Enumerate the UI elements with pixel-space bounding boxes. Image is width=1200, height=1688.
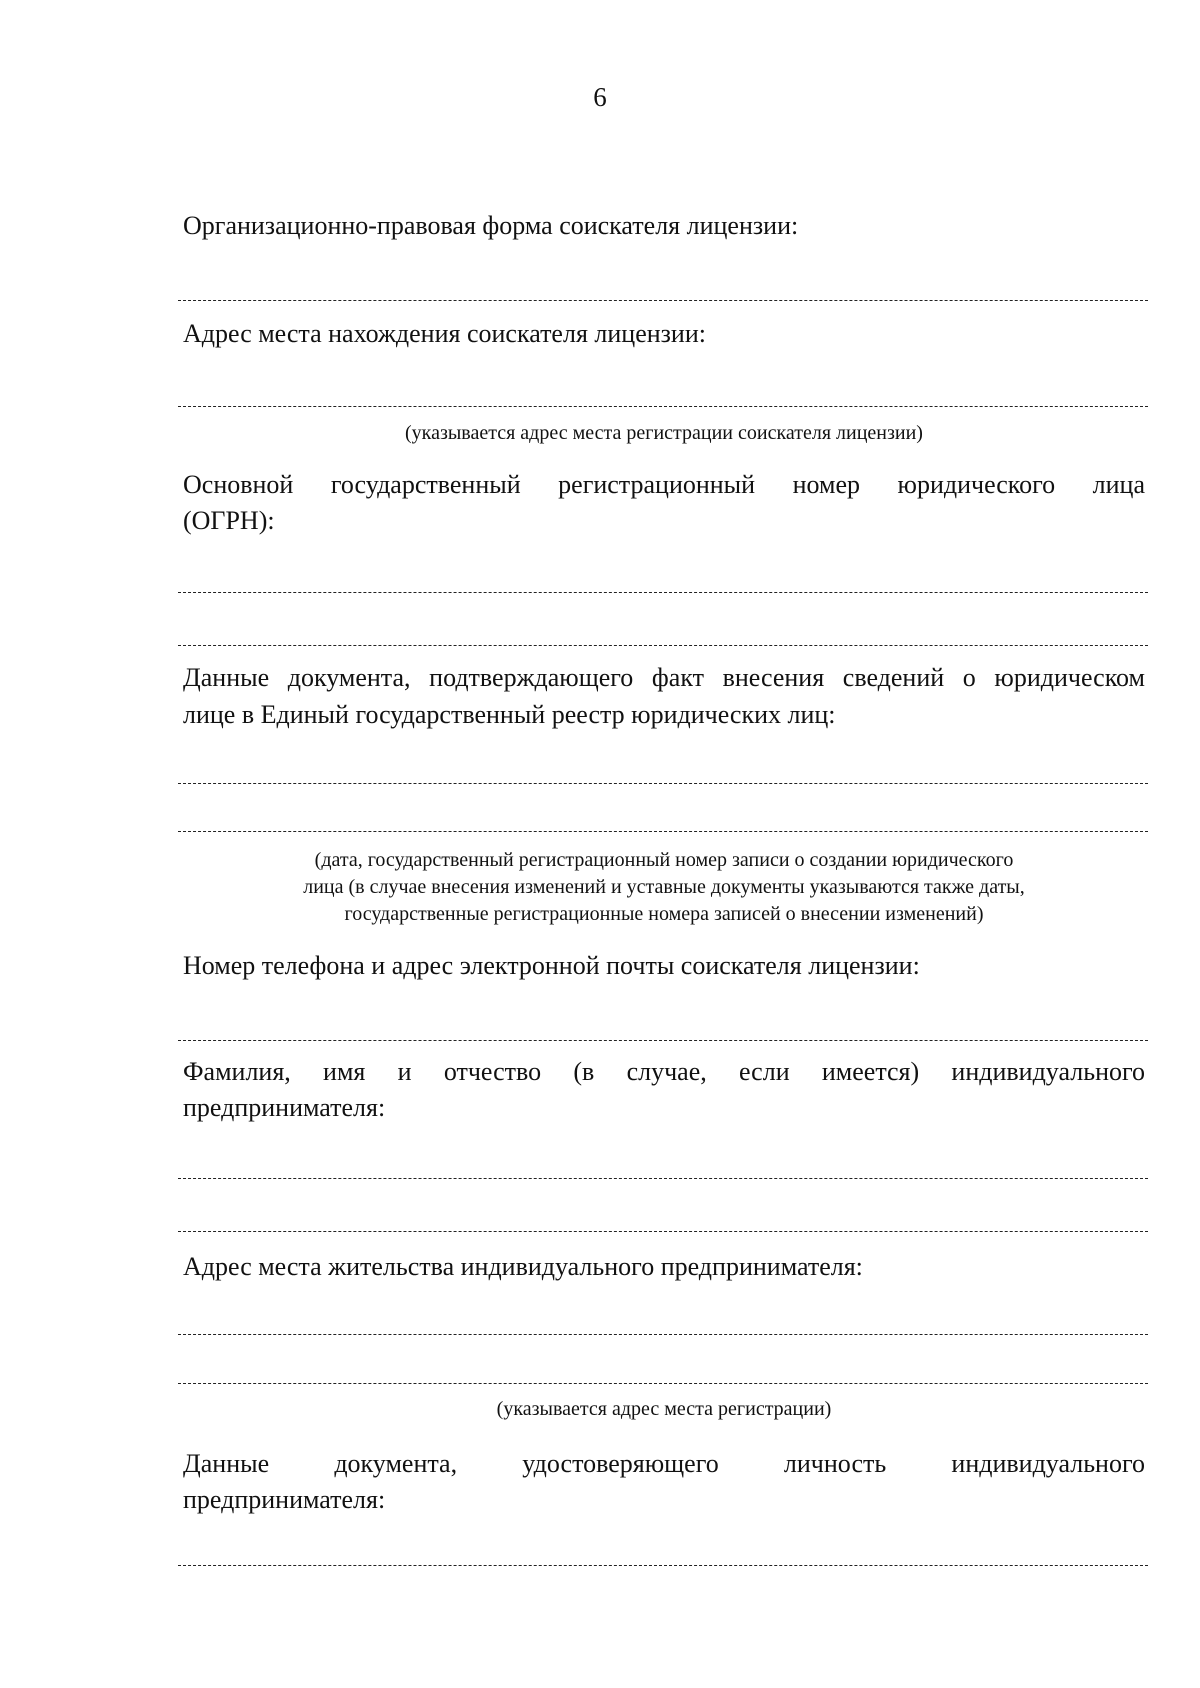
page-number: 6 <box>593 82 607 112</box>
egrul-label-line2: лице в Единый государственный реестр юридических лиц: <box>183 700 836 729</box>
ip-id-field[interactable] <box>178 1565 1148 1566</box>
ogrn-label-line1: Основной государственный регистрационный номер юридического лица <box>183 470 1145 499</box>
egrul-label-line1: Данные документа, подтверждающего факт внесения сведений о юридическом <box>183 663 1145 692</box>
contacts-field[interactable] <box>178 1040 1148 1041</box>
org-form-field[interactable] <box>178 300 1148 301</box>
ip-address-label: Адрес места жительства индивидуального предпринимателя: <box>183 1252 863 1281</box>
ogrn-label-line2: (ОГРН): <box>183 506 275 535</box>
egrul-note-line1: (дата, государственный регистрационный номер записи о создании юридического <box>314 849 1014 871</box>
ogrn-field-line2[interactable] <box>178 645 1148 646</box>
egrul-field-line1[interactable] <box>178 783 1148 784</box>
ip-name-field-line2[interactable] <box>178 1231 1148 1232</box>
contacts-label: Номер телефона и адрес электронной почты соискателя лицензии: <box>183 951 920 980</box>
address-note: (указывается адрес места регистрации соискателя лицензии) <box>405 422 923 444</box>
egrul-field-line2[interactable] <box>178 831 1148 832</box>
address-label: Адрес места нахождения соискателя лицензии: <box>183 319 706 348</box>
ip-name-label-line1: Фамилия, имя и отчество (в случае, если имеется) индивидуального <box>183 1057 1145 1086</box>
ip-address-note: (указывается адрес места регистрации) <box>496 1398 832 1420</box>
ip-address-field-line2[interactable] <box>178 1383 1148 1384</box>
egrul-note-line2: лица (в случае внесения изменений и уставные документы указываются также даты, <box>303 876 1025 898</box>
address-field[interactable] <box>178 406 1148 407</box>
ogrn-field-line1[interactable] <box>178 592 1148 593</box>
org-form-label: Организационно-правовая форма соискателя лицензии: <box>183 211 799 240</box>
ip-name-field-line1[interactable] <box>178 1178 1148 1179</box>
egrul-note-line3: государственные регистрационные номера записей о внесении изменений) <box>344 903 984 925</box>
ip-name-label-line2: предпринимателя: <box>183 1093 386 1122</box>
ip-id-label-line2: предпринимателя: <box>183 1485 386 1514</box>
ip-id-label-line1: Данные документа, удостоверяющего личность индивидуального <box>183 1449 1145 1478</box>
ip-address-field-line1[interactable] <box>178 1334 1148 1335</box>
